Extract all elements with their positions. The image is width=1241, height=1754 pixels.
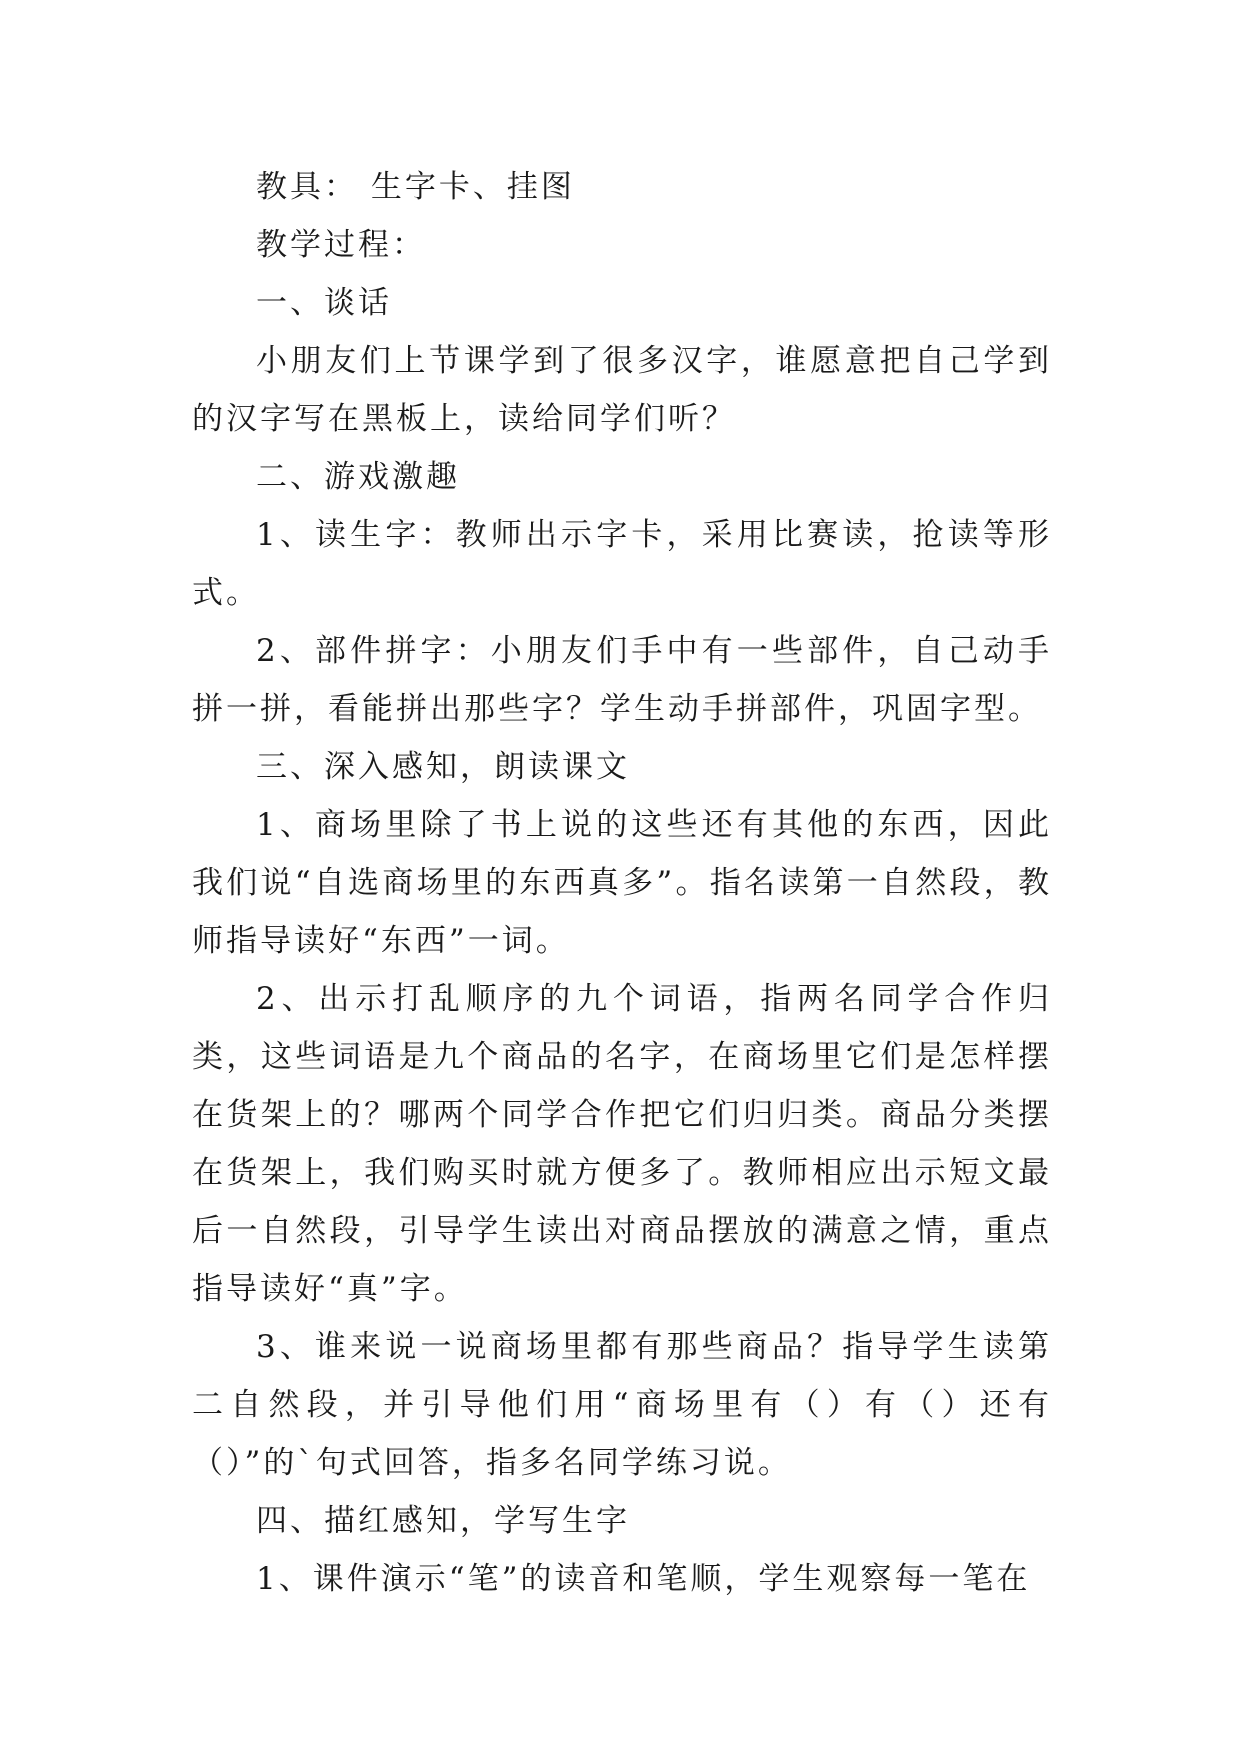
section-heading-deep-reading: 三、深入感知，朗读课文	[256, 749, 630, 785]
section-heading-game: 二、游戏激趣	[256, 459, 460, 495]
paragraph-stroke-order: 1、课件演示“笔”的读音和笔顺，学生观察每一笔在	[256, 1561, 1031, 1597]
document-body	[192, 158, 1052, 1608]
paragraph-word-classification: 2、出示打乱顺序的九个词语，指两名同学合作归类，这些词语是九个商品的名字，在商场里它们是怎样摆在货架上的？哪两个同学合作把它们归归类。商品分类摆在货架上，我们购买时就方便多了。教师相应出示短文最后一自然段，引导学生读出对商品摆放的满意之情，重点指导读好“真”字。	[192, 981, 1052, 1307]
section-heading-conversation: 一、谈话	[256, 285, 392, 321]
paragraph-teaching-process: 教学过程：	[256, 227, 426, 263]
paragraph-read-characters: 1、读生字：教师出示字卡，采用比赛读，抢读等形式。	[192, 517, 1052, 611]
paragraph-sentence-pattern: 3、谁来说一说商场里都有那些商品？指导学生读第二自然段，并引导他们用“商场里有（）有（）还有（）”的`句式回答，指多名同学练习说。	[192, 1329, 1052, 1481]
paragraph-conversation: 小朋友们上节课学到了很多汉字，谁愿意把自己学到的汉字写在黑板上，读给同学们听？	[192, 343, 1052, 437]
paragraph-mall-items: 1、商场里除了书上说的这些还有其他的东西，因此我们说“自选商场里的东西真多”。指名读第一自然段，教师指导读好“东西”一词。	[192, 807, 1052, 959]
section-heading-writing: 四、描红感知，学写生字	[256, 1503, 630, 1539]
paragraph-teaching-aids: 教具： 生字卡、挂图	[256, 169, 575, 205]
paragraph-component-assembly: 2、部件拼字：小朋友们手中有一些部件，自己动手拼一拼，看能拼出那些字？学生动手拼部件，巩固字型。	[192, 633, 1052, 727]
